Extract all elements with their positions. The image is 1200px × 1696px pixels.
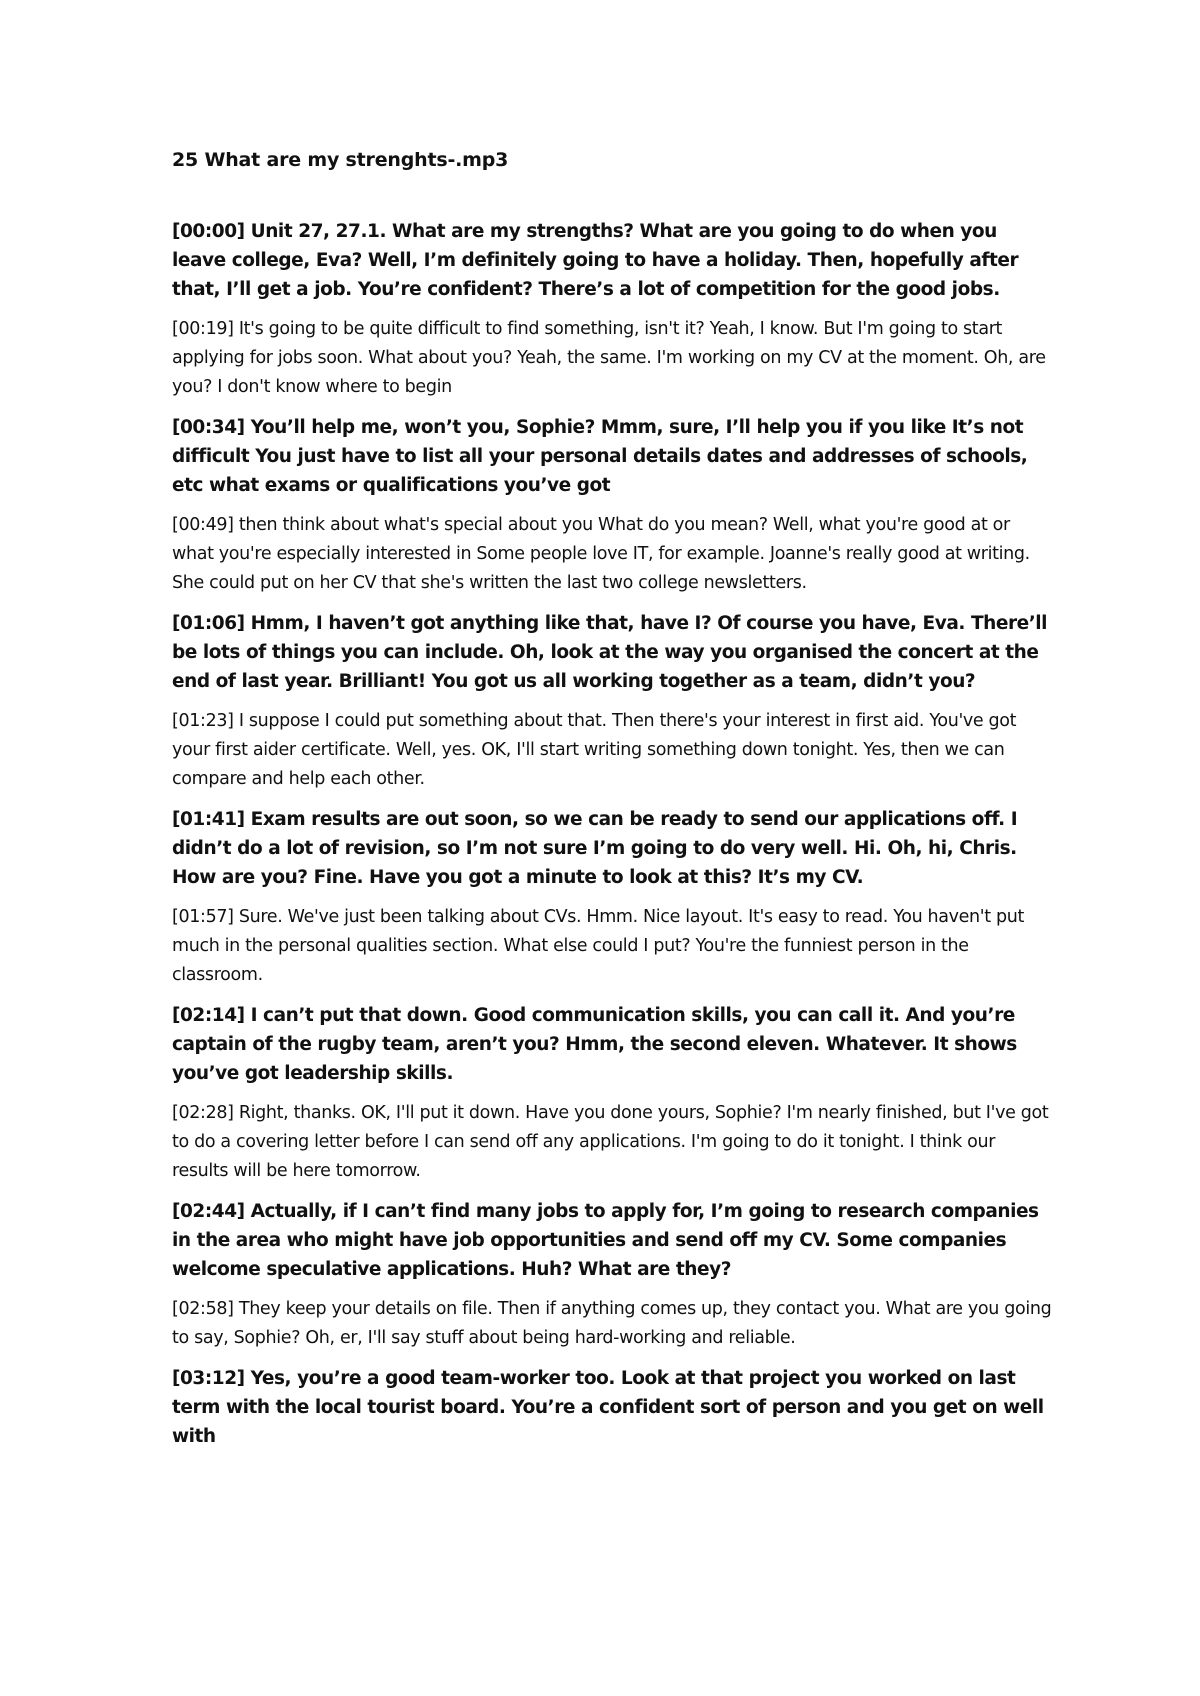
transcript-paragraph: [01:57] Sure. We've just been talking about CVs. Hmm. Nice layout. It's easy to read. You haven't put much in the personal qualities section. What else could I put? You're the funniest person in the classroom. [172, 907, 1024, 985]
transcript-paragraph: [01:06] Hmm, I haven’t got anything like that, have I? Of course you have, Eva. There’ll be lots of things you can include. Oh, look at the way you organised the concert at the end of last year. Brilliant! You got us all working together as a team, didn’t you? [172, 613, 1048, 692]
transcript-paragraph: [00:49] then think about what's special about you What do you mean? Well, what you're good at or what you're especially interested in Some people love IT, for example. Joanne's really good at writing. She could put on her CV that she's written the last two college newsletters. [172, 515, 1030, 593]
transcript-paragraph: [01:41] Exam results are out soon, so we can be ready to send our applications off. I didn’t do a lot of revision, so I’m not sure I’m going to do very well. Hi. Oh, hi, Chris. How are you? Fine. Have you got a minute to look at this? It’s my CV. [172, 809, 1018, 888]
document-title: 25 What are my strenghts-.mp3 [172, 149, 509, 171]
transcript-paragraph: [00:00] Unit 27, 27.1. What are my strengths? What are you going to do when you leave college, Eva? Well, I’m definitely going to have a holiday. Then, hopefully after that, I’ll get a job. You’re confident? There’s a lot of competition for the good jobs. [172, 221, 1019, 300]
transcript-paragraph: [00:34] You’ll help me, won’t you, Sophie? Mmm, sure, I’ll help you if you like It’s not difficult You just have to list all your personal details dates and addresses of schools, etc what exams or qualifications you’ve got [172, 417, 1028, 496]
transcript-paragraph: [02:14] I can’t put that down. Good communication skills, you can call it. And you’re captain of the rugby team, aren’t you? Hmm, the second eleven. Whatever. It shows you’ve got leadership skills. [172, 1005, 1017, 1084]
transcript-paragraph: [03:12] Yes, you’re a good team-worker too. Look at that project you worked on last term with the local tourist board. You’re a confident sort of person and you get on well with [172, 1368, 1044, 1447]
transcript-paragraph: [00:19] It's going to be quite difficult to find something, isn't it? Yeah, I know. But I'm going to start applying for jobs soon. What about you? Yeah, the same. I'm working on my CV at the moment. Oh, are you? I don't know where to begin [172, 319, 1046, 397]
transcript-paragraph: [02:44] Actually, if I can’t find many jobs to apply for, I’m going to research companies in the area who might have job opportunities and send off my CV. Some companies welcome speculative applications. Huh? What are they? [172, 1201, 1039, 1280]
document-page [172, 136, 1052, 1462]
transcript-paragraph: [02:58] They keep your details on file. Then if anything comes up, they contact you. What are you going to say, Sophie? Oh, er, I'll say stuff about being hard-working and reliable. [172, 1299, 1052, 1348]
transcript-paragraph: [01:23] I suppose I could put something about that. Then there's your interest in first aid. You've got your first aider certificate. Well, yes. OK, I'll start writing something down tonight. Yes, then we can compare and help each other. [172, 711, 1017, 789]
transcript-paragraph: [02:28] Right, thanks. OK, I'll put it down. Have you done yours, Sophie? I'm nearly finished, but I've got to do a covering letter before I can send off any applications. I'm going to do it tonight. I think our results will be here tomorrow. [172, 1103, 1049, 1181]
